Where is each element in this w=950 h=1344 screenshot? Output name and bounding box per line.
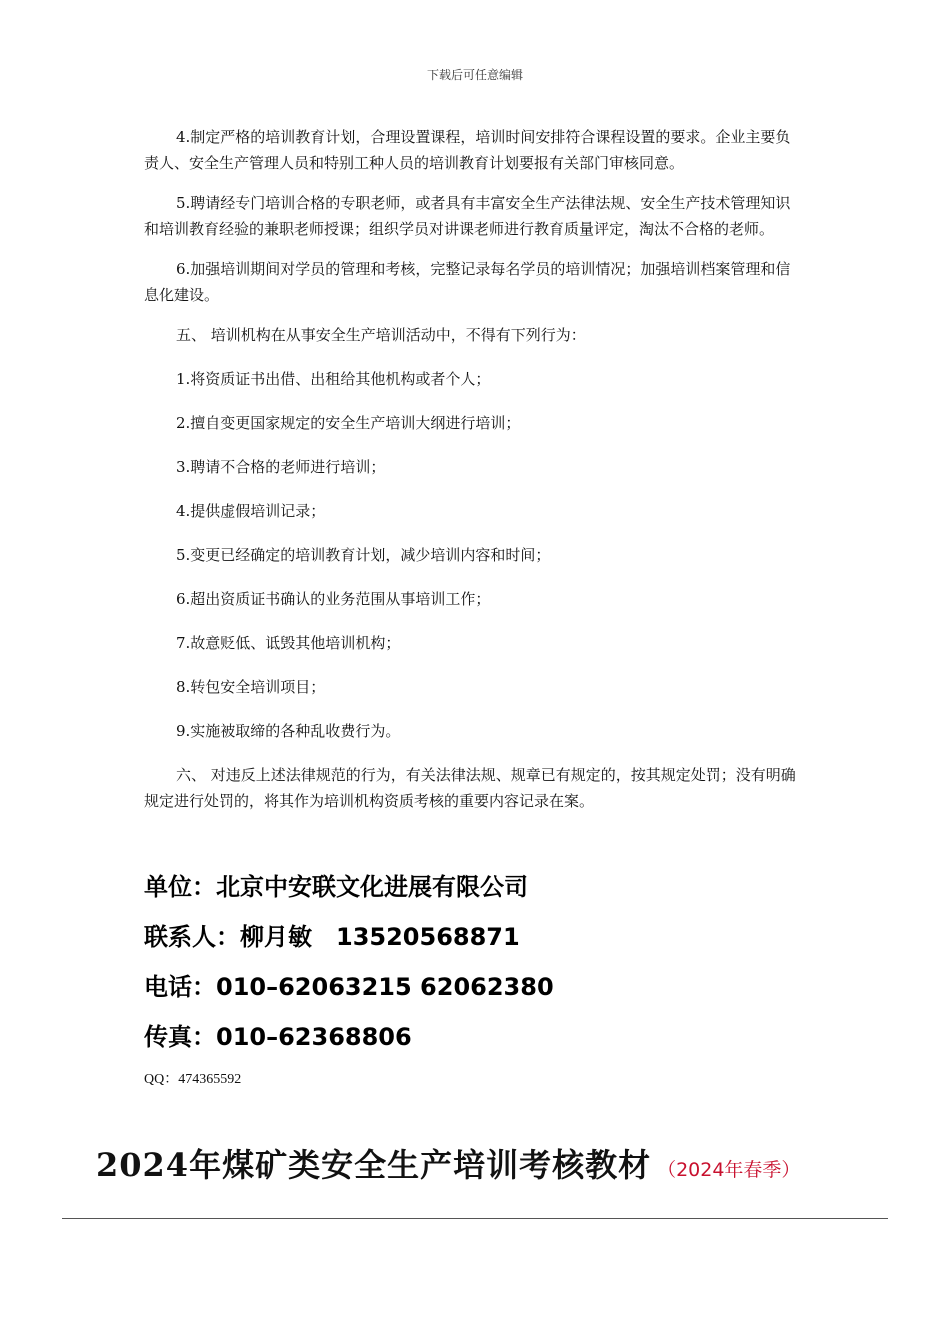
footer-title-subtitle: （2024年春季） <box>657 1159 801 1181</box>
prohibited-item-5: 5.变更已经确定的培训教育计划，减少培训内容和时间； <box>176 546 551 564</box>
prohibited-item-7: 7.故意贬低、诋毁其他培训机构； <box>176 634 401 652</box>
header-note: 下载后可任意编辑 <box>426 68 523 82</box>
prohibited-item-9: 9.实施被取缔的各种乱收费行为。 <box>176 722 401 740</box>
contact-fax: 传真：010–62368806 <box>144 1023 412 1051</box>
footer-title-main: 2024年煤矿类安全生产培训考核教材 <box>96 1146 652 1184</box>
footer-title <box>96 1140 800 1186</box>
prohibited-item-1: 1.将资质证书出借、出租给其他机构或者个人； <box>176 370 491 388</box>
prohibited-item-3: 3.聘请不合格的老师进行培训； <box>176 458 386 476</box>
contact-phone: 电话：010–62063215 62062380 <box>144 973 554 1001</box>
contact-unit: 单位：北京中安联文化进展有限公司 <box>144 873 528 901</box>
footer-divider <box>62 1218 888 1219</box>
section-six-paragraph: 六、 对违反上述法律规范的行为，有关法律法规、规章已有规定的，按其规定处罚；没有明确规定进行处罚的，将其作为培训机构资质考核的重要内容记录在案。 <box>144 766 796 810</box>
section-five-heading: 五、 培训机构在从事安全生产培训活动中，不得有下列行为： <box>176 326 586 344</box>
prohibited-item-4: 4.提供虚假培训记录； <box>176 502 326 520</box>
paragraph-item-4: 4.制定严格的培训教育计划，合理设置课程，培训时间安排符合课程设置的要求。企业主要负责人、安全生产管理人员和特别工种人员的培训教育计划要报有关部门审核同意。 <box>144 128 791 172</box>
contact-person: 联系人：柳月敏 13520568871 <box>144 923 520 951</box>
prohibited-item-6: 6.超出资质证书确认的业务范围从事培训工作； <box>176 590 491 608</box>
prohibited-item-8: 8.转包安全培训项目； <box>176 678 326 696</box>
document-body <box>144 124 804 828</box>
paragraph-item-6: 6.加强培训期间对学员的管理和考核，完整记录每名学员的培训情况；加强培训档案管理和信息化建设。 <box>144 260 791 304</box>
prohibited-item-2: 2.擅自变更国家规定的安全生产培训大纲进行培训； <box>176 414 521 432</box>
contact-qq: QQ：474365592 <box>144 1072 242 1087</box>
paragraph-item-5: 5.聘请经专门培训合格的专职老师，或者具有丰富安全生产法律法规、安全生产技术管理知识和培训教育经验的兼职老师授课；组织学员对讲课老师进行教育质量评定，淘汰不合格的老师。 <box>144 194 791 238</box>
